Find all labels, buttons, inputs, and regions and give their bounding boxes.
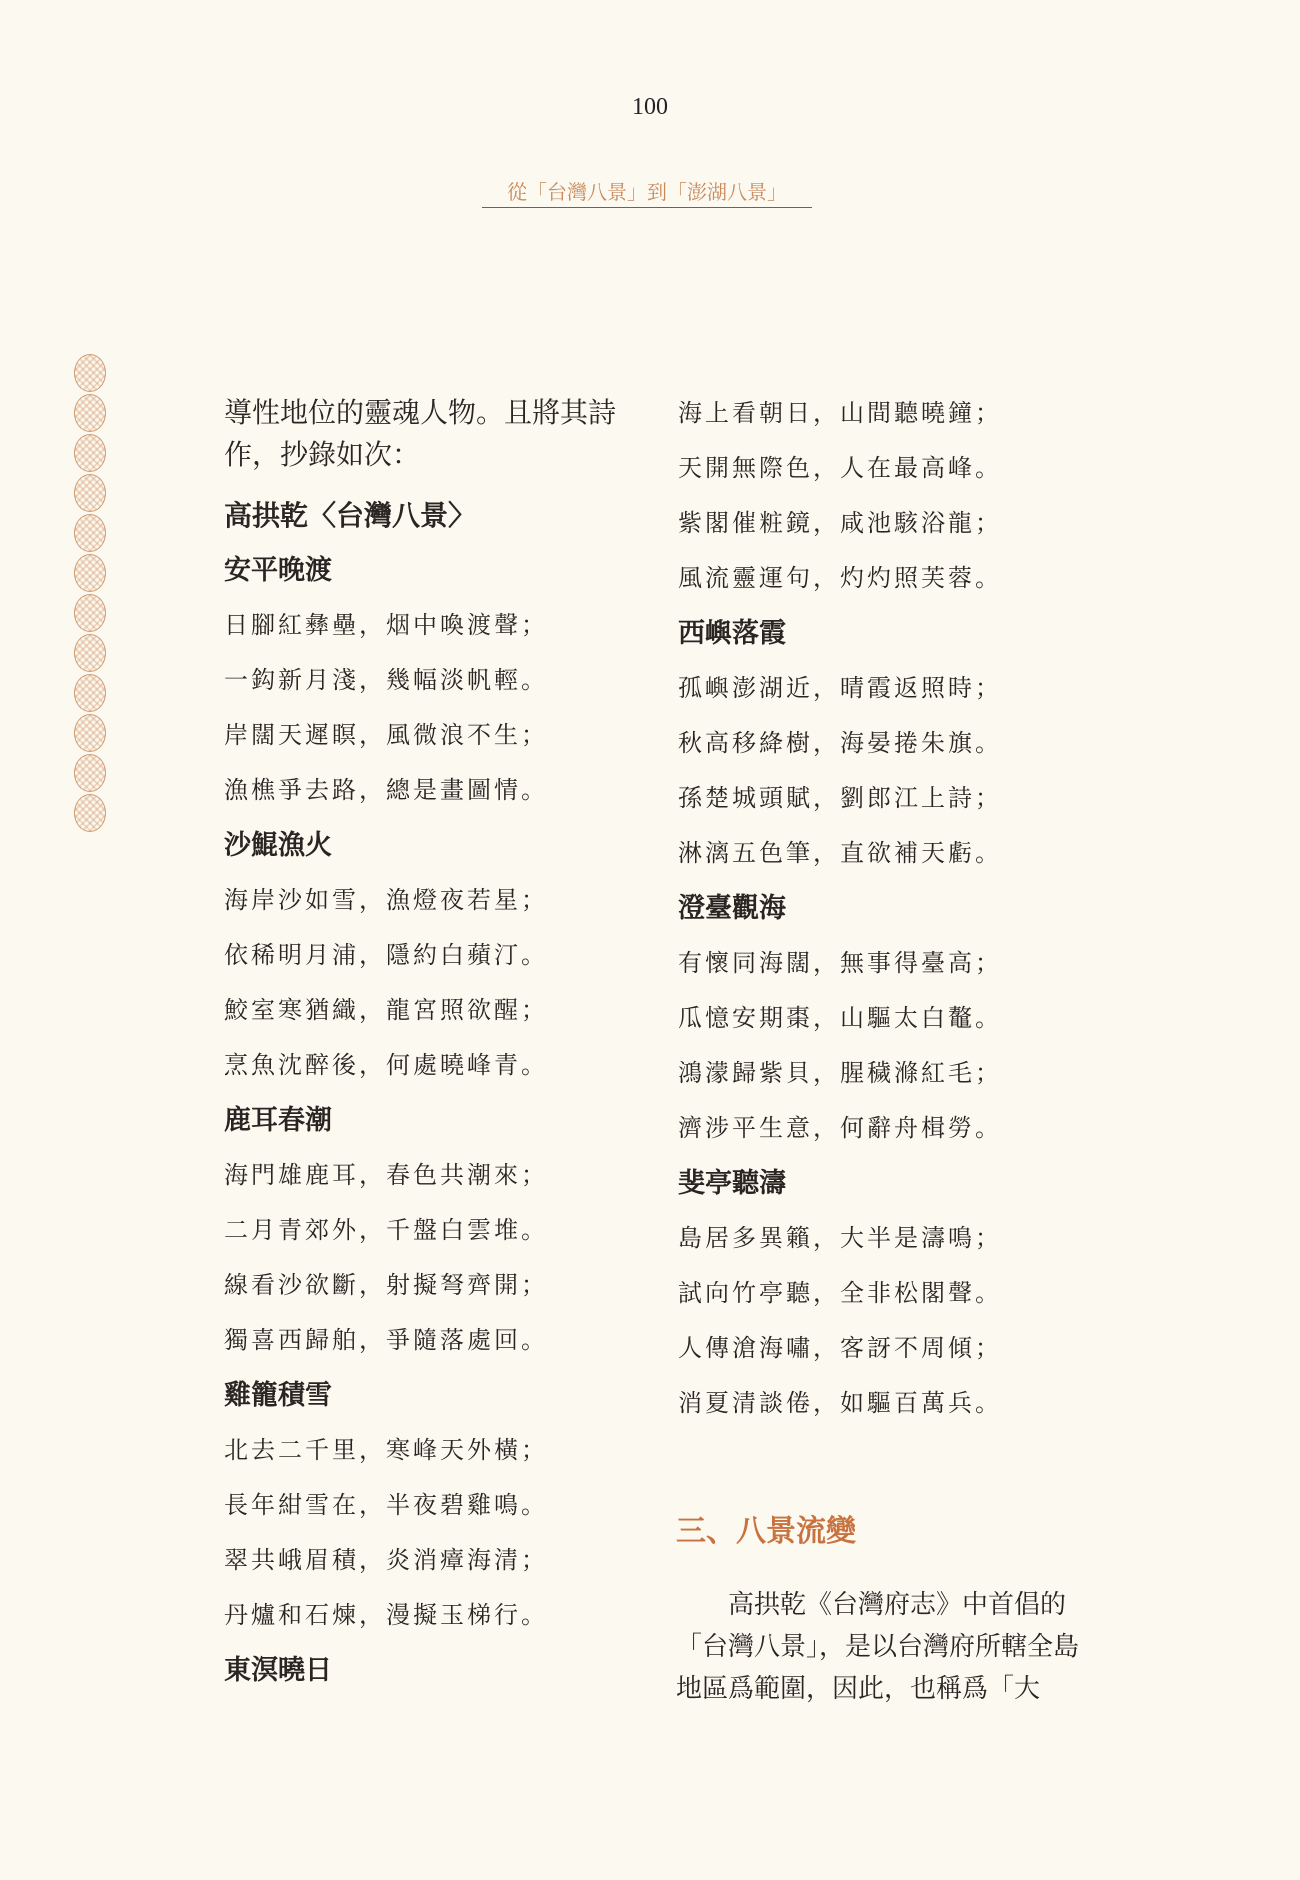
verse-line: 北去二千里，寒峰天外橫；	[224, 1436, 548, 1464]
verse-line: 日腳紅彝壘，烟中喚渡聲；	[224, 611, 548, 639]
scene-title: 東溟曉日	[224, 1655, 332, 1686]
left-column	[224, 392, 644, 1704]
scene-title: 雞籠積雪	[224, 1380, 332, 1411]
poem-title: 高拱乾〈台灣八景〉	[224, 499, 477, 532]
ornament-bead	[74, 554, 106, 592]
verse-line: 孫楚城頭賦，劉郎江上詩；	[678, 784, 1002, 812]
verse-line: 人傳滄海嘯，客訝不周傾；	[678, 1334, 1002, 1362]
verse-line: 依稀明月浦，隱約白蘋汀。	[224, 941, 548, 969]
verse-line: 風流靈運句，灼灼照芙蓉。	[678, 564, 1002, 592]
ornament-bead	[74, 394, 106, 432]
section-body: 高拱乾《台灣府志》中首倡的「台灣八景」，是以台灣府所轄全島地區爲範圍，因此，也稱爲「大	[676, 1590, 1080, 1704]
verse-line: 天開無際色，人在最高峰。	[678, 454, 1002, 482]
verse-line: 有懷同海闊，無事得臺高；	[678, 949, 1002, 977]
scene-title: 斐亭聽濤	[678, 1168, 786, 1199]
verse-line: 岸闊天遲瞑，風微浪不生；	[224, 721, 548, 749]
ornament-bead	[74, 474, 106, 512]
verse-line: 孤嶼澎湖近，晴霞返照時；	[678, 674, 1002, 702]
scene-title: 安平晚渡	[224, 555, 332, 586]
margin-ornament-chain	[74, 354, 108, 832]
ornament-bead	[74, 674, 106, 712]
ornament-bead	[74, 434, 106, 472]
scene-title: 澄臺觀海	[678, 893, 786, 924]
verse-line: 海岸沙如雪，漁燈夜若星；	[224, 886, 548, 914]
verse-line: 紫閣催粧鏡，咸池駭浴龍；	[678, 509, 1002, 537]
verse-line: 烹魚沈醉後，何處曉峰青。	[224, 1051, 548, 1079]
verse-line: 秋高移絳樹，海晏捲朱旗。	[678, 729, 1002, 757]
verse-line: 海門雄鹿耳，春色共潮來；	[224, 1161, 548, 1189]
verse-line: 翠共峨眉積，炎消瘴海清；	[224, 1546, 548, 1574]
verse-line: 島居多異籟，大半是濤鳴；	[678, 1224, 1002, 1252]
verse-line: 消夏清談倦，如驅百萬兵。	[678, 1389, 1002, 1417]
ornament-bead	[74, 634, 106, 672]
verse-line: 鮫室寒猶織，龍宮照欲醒；	[224, 996, 548, 1024]
ornament-bead	[74, 754, 106, 792]
scene-title: 鹿耳春潮	[224, 1105, 332, 1136]
verse-line: 試向竹亭聽，全非松閣聲。	[678, 1279, 1002, 1307]
verse-line: 漁樵爭去路，總是畫圖情。	[224, 776, 548, 804]
verse-line: 獨喜西歸舶，爭隨落處回。	[224, 1326, 548, 1354]
left-poem-sections	[224, 549, 644, 1704]
intro-paragraph: 導性地位的靈魂人物。且將其詩作，抄錄如次：	[224, 396, 617, 471]
verse-line: 海上看朝日，山間聽曉鐘；	[678, 399, 1002, 427]
verse-line: 瓜憶安期棗，山驅太白鼇。	[678, 1004, 1002, 1032]
ornament-bead	[74, 354, 106, 392]
verse-line: 淋漓五色筆，直欲補天虧。	[678, 839, 1002, 867]
ornament-bead	[74, 714, 106, 752]
verse-line: 一鈎新月淺，幾幅淡帆輕。	[224, 666, 548, 694]
verse-line: 鴻濛歸紫貝，腥穢滌紅毛；	[678, 1059, 1002, 1087]
right-poem-sections	[678, 392, 1098, 1437]
section-heading: 三、八景流變	[676, 1514, 856, 1549]
page-number: 100	[632, 94, 668, 120]
running-head: 從「台灣八景」到「澎湖八景」	[482, 176, 812, 208]
verse-line: 長年紺雪在，半夜碧雞鳴。	[224, 1491, 548, 1519]
scene-title: 西嶼落霞	[678, 618, 786, 649]
verse-line: 濟涉平生意，何辭舟楫勞。	[678, 1114, 1002, 1142]
verse-line: 線看沙欲斷，射擬弩齊開；	[224, 1271, 548, 1299]
right-column	[678, 392, 1098, 1437]
verse-line: 二月青郊外，千盤白雲堆。	[224, 1216, 548, 1244]
scene-title: 沙鯤漁火	[224, 830, 332, 861]
ornament-bead	[74, 794, 106, 832]
ornament-bead	[74, 514, 106, 552]
ornament-bead	[74, 594, 106, 632]
verse-line: 丹爐和石煉，漫擬玉梯行。	[224, 1601, 548, 1629]
